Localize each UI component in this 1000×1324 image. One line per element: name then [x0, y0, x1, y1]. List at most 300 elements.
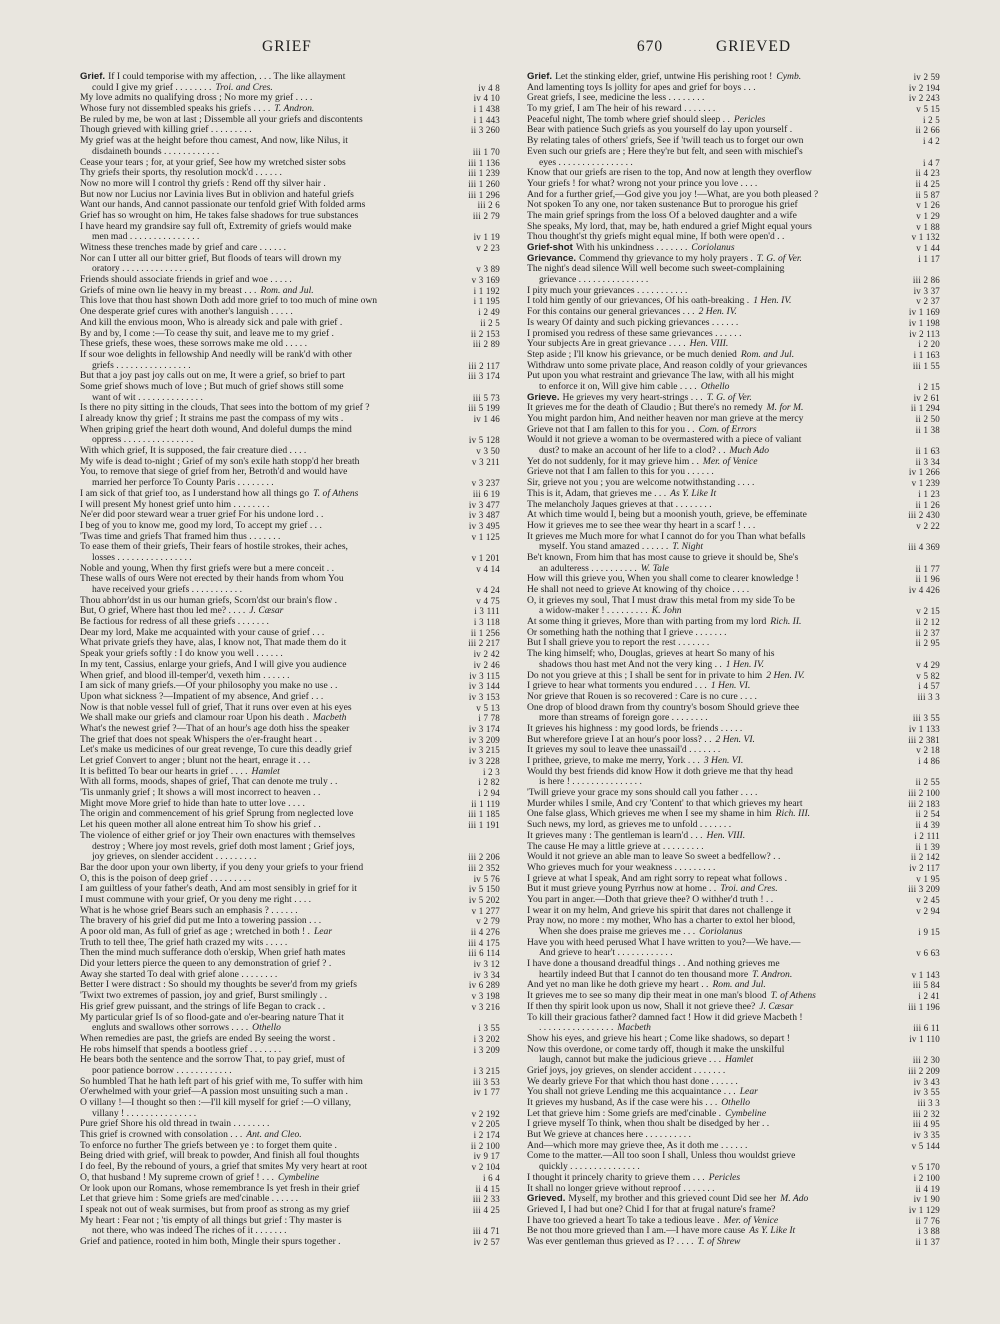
act-scene-line-reference: ii 2 100	[451, 1141, 500, 1152]
quotation-text: Nor grieve that Rouen is so recovered : Care is no cure . . . .	[527, 690, 757, 702]
act-scene-line-reference: ii 1 38	[891, 425, 940, 436]
quotation-text: Come to the matter.—All too soon I shall, Unless thou wouldst grieve	[527, 1150, 796, 1162]
header-right-word: GRIEVED	[716, 38, 792, 55]
quotation-text: And kill the envious moon, Who is already sick and pale with grief .	[80, 316, 343, 328]
quotation-text: griefs . . . . . . . . . . . . . . . .	[92, 359, 191, 371]
quotation-text: The origin and commencement of his grief Sprung from neglected love	[80, 808, 354, 820]
quotation-text: When griping grief the heart doth wound, And doleful dumps the mind	[80, 423, 352, 435]
act-scene-line-reference: iv 3 487	[451, 510, 500, 521]
quotation-text: If sour woe delights in fellowship And needly will be rank'd with other	[80, 348, 352, 360]
quotation-text: Grieve not that I am fallen to this for you . .	[527, 423, 695, 435]
quotation-text: married her perforce To County Paris . . . . . . . .	[92, 477, 274, 489]
act-scene-line-reference: iv 3 209	[451, 735, 500, 746]
quotation-text: To my grief, I am The heir of his reward . . . . . . .	[527, 103, 716, 115]
act-scene-line-reference: v 1 125	[451, 532, 500, 543]
act-scene-line-reference: v 2 18	[891, 745, 940, 756]
quotation-text: Withdraw unto some private place, And reason coldly of your grievances	[527, 359, 808, 371]
quotation-text: quickly . . . . . . . . . . . . . . .	[539, 1161, 640, 1173]
act-scene-line-reference: v 2 23	[451, 243, 500, 254]
act-scene-line-reference: i 1 438	[451, 104, 500, 115]
act-scene-line-reference: i 3 88	[891, 1226, 940, 1237]
act-scene-line-reference: ii 2 142	[891, 852, 940, 863]
act-scene-line-reference: iv 3 477	[451, 500, 500, 511]
act-scene-line-reference: iv 3 215	[451, 745, 500, 756]
quotation-text: I have heard my grandsire say full oft, Extremity of griefs would make	[80, 220, 352, 232]
quotation-text: could I give my grief . . . . . . . .	[92, 81, 212, 93]
quotation-text: I must commune with your grief, Or you deny me right . . . .	[80, 893, 312, 905]
quotation-text: With which grief, It is supposed, the fair creature died . . . .	[80, 445, 307, 457]
quotation-text: Let that grieve him : Some griefs are med'cinable . . . . . .	[80, 1193, 299, 1205]
act-scene-line-reference: iv 2 46	[451, 660, 500, 671]
quotation-text: I grieve myself To think, when thou shalt be disedged by her . .	[527, 1118, 770, 1130]
quotation-text: an adulteress . . . . . . . . . .	[539, 562, 637, 574]
quotation-text: Sir, grieve not you ; you are welcome notwithstanding . . . .	[527, 477, 755, 489]
quotation-text: I grieve at what I speak, And am right sorry to repeat what follows .	[527, 872, 788, 884]
quotation-text: 'Twill grieve your grace my sons should call you father . . . .	[527, 787, 758, 799]
play-title: 1 Hen. IV.	[753, 295, 792, 307]
quotation-text: laugh, cannot but make the judicious grieve . . .	[539, 1054, 721, 1066]
page-number: 670	[636, 38, 664, 55]
quotation-text: The main grief springs from the loss Of a beloved daughter and a wife	[527, 209, 797, 221]
act-scene-line-reference: i 4 2	[891, 136, 940, 147]
act-scene-line-reference: v 4 29	[891, 660, 940, 671]
act-scene-line-reference: iii 2 6	[451, 200, 500, 211]
play-title: M. for M.	[766, 402, 804, 414]
quotation-text: men mad . . . . . . . . . . . . . . .	[92, 231, 200, 243]
act-scene-line-reference: i 6 4	[451, 1173, 500, 1184]
quotation-text: is here ! . . . . . . . . . . . . . . .	[539, 776, 642, 788]
act-scene-line-reference: ii 2 55	[891, 777, 940, 788]
quotation-text: oratory . . . . . . . . . . . . . . .	[92, 263, 192, 275]
act-scene-line-reference: v 4 24	[451, 585, 500, 596]
play-title: Coriolanus	[691, 242, 735, 253]
act-scene-line-reference: iii 2 100	[891, 788, 940, 799]
quotation-text: disdaineth bounds . . . . . . . . . . . .	[92, 145, 220, 157]
quotation-text: It grieves me Much more for what I cannot do for you Than what befalls	[527, 530, 806, 542]
quotation-text: This love that thou hast shown Doth add more grief to too much of mine own	[80, 295, 378, 307]
quotation-text: Upon what sickness ?—Impatient of my absence, And grief . . .	[80, 690, 324, 702]
quotation-text: Now is that noble vessel full of grief, That it runs over even at his eyes	[80, 701, 352, 713]
quotation-text: I thought it princely charity to grieve them . . .	[527, 1171, 705, 1183]
act-scene-line-reference: iii 1 296	[451, 190, 500, 201]
act-scene-line-reference: ii 1 26	[891, 500, 940, 511]
play-title: Mer. of Venice	[702, 455, 758, 467]
act-scene-line-reference: iii 1 70	[451, 147, 500, 158]
act-scene-line-reference: iii 4 25	[451, 1205, 500, 1216]
act-scene-line-reference: v 5 82	[891, 671, 940, 682]
act-scene-line-reference: v 2 205	[451, 1119, 500, 1130]
quotation-text: Would it not grieve an able man to leave So sweet a bedfellow? . .	[527, 851, 781, 863]
quotation-text: Your griefs ! for what? wrong not your prince you love . . . .	[527, 177, 758, 189]
quotation-text: You part in anger.—Doth that grieve thee? O withher'd truth ! . .	[527, 893, 774, 905]
quotation-text: losses . . . . . . . . . . . . . . . .	[92, 551, 192, 563]
act-scene-line-reference: iv 4 426	[891, 585, 940, 596]
act-scene-line-reference: iv 1 266	[891, 467, 940, 478]
quotation-text: He robs himself that spends a bootless grief . . . . . . .	[80, 1043, 282, 1055]
play-title: Pericles	[733, 113, 766, 125]
act-scene-line-reference: iv 1 169	[891, 307, 940, 318]
quotation-text: You might pardon him, And neither heaven nor man grieve at the mercy	[527, 413, 804, 424]
quotation-text: Now no more will I control thy griefs : Rend off thy silver hair .	[80, 177, 326, 189]
quotation-text: have received your griefs . . . . . . . . . . .	[92, 584, 242, 595]
quotation-text: Let the stinking elder, grief, untwine His perishing root !	[555, 72, 773, 82]
quotation-text: Better I were distract : So should my thoughts be sever'd from my griefs	[80, 979, 357, 991]
act-scene-line-reference: v 2 79	[451, 916, 500, 927]
quotation-text: Was ever gentleman thus grieved as I? . . . .	[527, 1235, 694, 1247]
act-scene-line-reference: v 5 144	[891, 1141, 940, 1152]
quotation-text: 'Twixt two extremes of passion, joy and grief, Burst smilingly . .	[80, 990, 328, 1002]
quotation-text: I prithee, grieve, to make me merry, York . . .	[527, 755, 700, 766]
quotation-text: These walls of ours Were not erected by their hands from whom You	[80, 573, 344, 585]
play-title: Lear	[313, 926, 333, 937]
quotation-text: By and by, I come :—To cease thy suit, and leave me to my grief .	[80, 327, 334, 339]
play-title: M. Ado	[780, 1193, 809, 1205]
act-scene-line-reference: iii 1 55	[891, 361, 940, 372]
act-scene-line-reference: ii 3 34	[891, 457, 940, 468]
quotation-text: But wherefore grieve I at an hour's poor loss? . .	[527, 733, 712, 745]
quotation-text: Truth to tell thee, The grief hath crazed my wits . . . . .	[80, 936, 288, 948]
quotation-text: Want our hands, And cannot passionate our tenfold grief With folded arms	[80, 199, 366, 211]
play-title: 2 Hen. IV.	[766, 669, 805, 681]
quotation-text: Whose fury not dissembled speaks his griefs . . . .	[80, 103, 271, 115]
act-scene-line-reference: ii 2 95	[891, 638, 940, 649]
act-scene-line-reference: iii 1 136	[451, 158, 500, 169]
act-scene-line-reference: iv 5 76	[451, 874, 500, 885]
quotation-text: Then the mind much sufferance doth o'erskip, When grief hath mates	[80, 947, 346, 959]
quotation-text: want of wit . . . . . . . . . . . . . .	[92, 391, 203, 403]
act-scene-line-reference: i 1 195	[451, 296, 500, 307]
act-scene-line-reference: iii 2 217	[451, 638, 500, 649]
quotation-text: You, to remove that siege of grief from her, Betroth'd and would have	[80, 466, 348, 478]
quotation-text: Yet do not suddenly, for it may grieve him . .	[527, 455, 699, 467]
act-scene-line-reference: i 3 55	[451, 1023, 500, 1034]
quotation-text: To ease them of their griefs, Their fears of hostile strokes, their aches,	[80, 541, 348, 553]
act-scene-line-reference: ii 2 37	[891, 628, 940, 639]
quotation-text: This is it, Adam, that grieves me . . .	[527, 487, 667, 499]
act-scene-line-reference: ii 2 54	[891, 809, 940, 820]
play-title: W. Tale	[640, 562, 669, 574]
quotation-text: Is there no pity sitting in the clouds, That sees into the bottom of my grief ?	[80, 402, 370, 414]
act-scene-line-reference: iii 2 79	[451, 211, 500, 222]
act-scene-line-reference: iv 3 174	[451, 724, 500, 735]
quotation-text: Now this overdone, or come tardy off, though it make the unskilful	[527, 1043, 785, 1055]
act-scene-line-reference: i 2 5	[891, 115, 940, 126]
act-scene-line-reference: ii 2 12	[891, 617, 940, 628]
quotation-text: I am guiltless of your father's death, And am most sensibly in grief for it	[80, 883, 357, 895]
act-scene-line-reference: v 2 104	[451, 1162, 500, 1173]
right-column	[527, 72, 940, 1312]
headword: Grief-shot	[527, 242, 573, 253]
play-title: Rom. and Jul.	[712, 979, 766, 991]
quotation-text: heartily indeed But that I cannot do ten thousand more	[539, 968, 749, 980]
quotation-text: Grief has so wrought on him, He takes false shadows for true substances	[80, 209, 359, 221]
act-scene-line-reference: v 5 13	[451, 703, 500, 714]
quotation-text: If I could temporise with my affection, . . . The like allayment	[108, 72, 346, 82]
act-scene-line-reference: iii 1 191	[451, 820, 500, 831]
quotation-text: I have too grieved a heart To take a tedious leave .	[527, 1214, 720, 1226]
act-scene-line-reference: v 3 198	[451, 991, 500, 1002]
play-title: Rich. III.	[775, 808, 811, 820]
quotation-text: Being dried with grief, will break to powder, And finish all foul thoughts	[80, 1150, 360, 1162]
quotation-text: He shall not need to grieve At knowing of thy choice . . . .	[527, 584, 750, 595]
quotation-text: Speak your griefs softly : I do know you well . . . . . .	[80, 648, 283, 660]
quotation-text: You shall not grieve Lending me this acquaintance . . .	[527, 1086, 736, 1098]
act-scene-line-reference: iii 3 174	[451, 371, 500, 382]
quotation-text: My grief was at the height before thou camest, And now, like Nilus, it	[80, 135, 348, 147]
quotation-text: For this contains our general grievances . . .	[527, 306, 695, 318]
quotation-text: Nor can I utter all our bitter grief, But floods of tears will drown my	[80, 252, 342, 264]
quotation-text: 'Twas time and griefs That framed him thus . . . . . . .	[80, 530, 281, 542]
act-scene-line-reference: i 3 202	[451, 1034, 500, 1045]
act-scene-line-reference: i 3 118	[451, 617, 500, 628]
quotation-text: Let that grieve him : Some griefs are med'cinable .	[527, 1107, 722, 1119]
quotation-text: I am sick of many griefs.—Of your philosophy you make no use . .	[80, 680, 338, 692]
quotation-text: Grief joys, joy grieves, on slender accident . . . . . . .	[527, 1064, 726, 1076]
act-scene-line-reference: ii 2 50	[891, 414, 940, 425]
act-scene-line-reference: iv 1 90	[891, 1194, 940, 1205]
quotation-text: Or look upon our Romans, whose remembrance Is yet fresh in their grief	[80, 1182, 360, 1194]
quotation-text: Noble and young, When thy first griefs were but a mere conceit . .	[80, 562, 334, 574]
act-scene-line-reference: iii 2 30	[891, 1055, 940, 1066]
play-title: J. Cæsar	[759, 1000, 794, 1012]
act-scene-line-reference: iv 4 8	[451, 83, 500, 94]
quotation-text: At some thing it grieves, More than with parting from my lord	[527, 616, 767, 628]
act-scene-line-reference: iv 2 243	[891, 93, 940, 104]
quotation-text: But I shall grieve you to report the rest . . . . . . .	[527, 637, 710, 649]
quotation-text: Let his queen mother all alone entreat him To show his grief . .	[80, 819, 321, 831]
act-scene-line-reference: iii 4 175	[451, 938, 500, 949]
act-scene-line-reference: v 1 132	[891, 232, 940, 243]
quotation-text: She speaks, My lord, that, may be, hath endured a grief Might equal yours	[527, 220, 812, 232]
quotation-text: My love admits no qualifying dross ; No more my grief . . . .	[80, 92, 313, 104]
header-left-word: GRIEF	[262, 38, 312, 55]
play-title: Cymbeline	[277, 1171, 319, 1183]
act-scene-line-reference: i 2 111	[891, 831, 940, 842]
act-scene-line-reference: iv 3 43	[891, 1077, 940, 1088]
quotation-text: I grieve to hear what torments you endured . . .	[527, 680, 707, 692]
act-scene-line-reference: i 4 7	[891, 158, 940, 169]
quotation-text: to enforce it on, Will give him cable . . . .	[539, 380, 697, 392]
quotation-text: When grief, and blood ill-temper'd, vexeth him . . . . . .	[80, 669, 290, 681]
quotation-text: But, O grief, Where hast thou led me? . . . .	[80, 605, 246, 617]
quotation-text: Do not you grieve at this ; I shall be sent for in private to him	[527, 669, 763, 681]
act-scene-line-reference: iv 2 57	[451, 1237, 500, 1248]
quotation-text: Is weary Of dainty and such picking grievances . . . . . .	[527, 316, 739, 328]
quotation-text: It grieves many : The gentleman is learn'd . . .	[527, 829, 703, 841]
act-scene-line-reference: iv 3 12	[451, 959, 500, 970]
quotation-text: Ne'er did poor steward wear a truer grief For his undone lord . .	[80, 509, 324, 521]
act-scene-line-reference: iv 3 144	[451, 681, 500, 692]
act-scene-line-reference: iii 5 199	[451, 403, 500, 414]
quotation-text: But We grieve at chances here . . . . . . . . . .	[527, 1129, 691, 1141]
entry-line	[80, 1237, 500, 1248]
quotation-text: O, it grieves my soul, That I must draw this metal from my side To be	[527, 594, 795, 606]
quotation-text: And for a further grief,—God give you joy !—What, are you both pleased ?	[527, 188, 819, 200]
columns	[80, 72, 960, 1312]
quotation-text: I pity much your grievances . . . . . . . . . . .	[527, 284, 688, 296]
quotation-text: At which time would I, being but a moonish youth, grieve, be effeminate	[527, 509, 807, 521]
act-scene-line-reference: ii 4 276	[451, 927, 500, 938]
quotation-text: Not spoken To any one, nor taken sustenance But to prorogue his grief	[527, 199, 798, 211]
play-title: Rom. and Jul.	[260, 284, 314, 296]
quotation-text: myself. You stand amazed . . . . . .	[539, 541, 669, 553]
quotation-text: When remedies are past, the griefs are ended By seeing the worst .	[80, 1032, 336, 1044]
quotation-text: He bears both the sentence and the sorrow That, to pay grief, must of	[80, 1054, 345, 1066]
quotation-text: But that a joy past joy calls out on me, It were a grief, so brief to part	[80, 370, 346, 382]
act-scene-line-reference: iii 4 369	[891, 542, 940, 553]
play-title: J. Cæsar	[249, 605, 284, 617]
quotation-text: Peaceful night, The tomb where grief should sleep . .	[527, 113, 730, 125]
quotation-text: Put upon you what restraint and grievance The law, with all his might	[527, 370, 794, 382]
quotation-text: Murder whiles I smile, And cry 'Content' to that which grieves my heart	[527, 797, 803, 809]
act-scene-line-reference: v 5 15	[891, 104, 940, 115]
quotation-text: The bravery of his grief did put me Into a towering passion . . .	[80, 915, 322, 927]
quotation-text: In my tent, Cassius, enlarge your griefs, And I will give you audience	[80, 658, 347, 670]
quotation-text: Bear with patience Such griefs as you yourself do lay upon yourself .	[527, 124, 793, 136]
play-title: 3 Hen. VI.	[703, 755, 744, 766]
quotation-text: more than streams of foreign gore . . . . . . . .	[539, 712, 708, 724]
quotation-text: engluts and swallows other sorrows . . . .	[92, 1022, 249, 1034]
act-scene-line-reference: iii 2 352	[451, 863, 500, 874]
play-title: Mer. of Venice	[723, 1214, 779, 1226]
act-scene-line-reference: i 2 15	[891, 382, 940, 393]
quotation-text: Away she started To deal with grief alone . . . . . . . .	[80, 968, 278, 980]
act-scene-line-reference: v 2 15	[891, 606, 940, 617]
act-scene-line-reference: ii 1 39	[891, 842, 940, 853]
act-scene-line-reference: i 2 174	[451, 1130, 500, 1141]
play-title: Pericles	[708, 1171, 741, 1183]
act-scene-line-reference: i 2 82	[451, 777, 500, 788]
play-title: T. of Athens	[770, 990, 816, 1002]
quotation-text: His grief grew puissant, and the strings of life Began to crack . .	[80, 1000, 326, 1012]
quotation-text: not there, who was indeed The riches of it . . . . . . .	[92, 1225, 287, 1237]
quotation-text: poor patience borrow . . . . . . . . . . . .	[92, 1064, 232, 1076]
act-scene-line-reference: iii 1 239	[451, 168, 500, 179]
quotation-text: To enforce no further The griefs between ye : to forget them quite .	[80, 1139, 337, 1151]
act-scene-line-reference: v 3 89	[451, 264, 500, 275]
quotation-text: O, that husband ! My supreme crown of grief ! . . .	[80, 1171, 274, 1183]
quotation-text: The grief that does not speak Whispers the o'er-fraught heart . .	[80, 733, 322, 745]
quotation-text: Commend thy grievance to my holy prayers .	[579, 252, 753, 264]
play-title: 1 Hen. IV.	[725, 658, 764, 670]
play-title: Hen. VIII.	[706, 829, 746, 841]
quotation-text: Step aside ; I'll know his grievance, or be much denied	[527, 348, 737, 360]
quotation-text: But now nor Lucius nor Lavinia lives But in oblivion and hateful griefs	[80, 188, 354, 200]
act-scene-line-reference: iv 3 35	[891, 1130, 940, 1141]
act-scene-line-reference: iv 3 55	[891, 1087, 940, 1098]
quotation-text: Pure grief Shore his old thread in twain . . . . . . . .	[80, 1118, 270, 1130]
act-scene-line-reference: iv 3 495	[451, 521, 500, 532]
quotation-text: I do feel, By the rebound of yours, a grief that smites My very heart at root	[80, 1161, 368, 1173]
left-column	[80, 72, 500, 1312]
act-scene-line-reference: v 6 63	[891, 948, 940, 959]
act-scene-line-reference: iii 3 55	[891, 713, 940, 724]
play-title: Cymbeline	[725, 1107, 767, 1119]
quotation-text: destroy ; Where joy most revels, grief doth most lament ; Grief joys,	[92, 840, 355, 852]
quotation-text: We shall make our griefs and clamour roar Upon his death .	[80, 712, 309, 724]
act-scene-line-reference: ii 4 39	[891, 820, 940, 831]
act-scene-line-reference: v 1 143	[891, 970, 940, 981]
act-scene-line-reference: iv 1 133	[891, 724, 940, 735]
act-scene-line-reference: iv 1 77	[451, 1087, 500, 1098]
quotation-text: O, this is the poison of deep grief . . . . . . . . .	[80, 872, 252, 884]
act-scene-line-reference: iv 1 198	[891, 318, 940, 329]
play-title: Lear	[739, 1086, 758, 1098]
act-scene-line-reference: i 9 15	[891, 927, 940, 938]
entry-line	[527, 1237, 940, 1248]
act-scene-line-reference: iii 2 117	[451, 361, 500, 372]
act-scene-line-reference: ii 1 256	[451, 628, 500, 639]
play-title: 2 Hen. VI.	[715, 733, 755, 745]
act-scene-line-reference: iv 3 37	[891, 286, 940, 297]
quotation-text: dust? to make an account of her life to a clod? . .	[539, 445, 726, 457]
play-title: Hamlet	[251, 765, 280, 777]
quotation-text: Thou abhorr'dst in us our human griefs, Scorn'dst our brain's flow .	[80, 594, 337, 606]
quotation-text: Though grieved with killing grief . . . . . . . . .	[80, 124, 252, 136]
play-title: Troi. and Cres.	[720, 883, 778, 895]
act-scene-line-reference: iii 2 32	[891, 1109, 940, 1120]
play-title: Hamlet	[724, 1054, 754, 1066]
quotation-text: Grieved I, I had but one? Chid I for that at frugal nature's frame?	[527, 1203, 776, 1215]
play-title: T. G. of Ver.	[756, 252, 802, 264]
play-title: T. Night	[672, 541, 703, 553]
act-scene-line-reference: ii 4 25	[891, 179, 940, 190]
act-scene-line-reference: iii 2 206	[451, 852, 500, 863]
quotation-text: How will this grieve you, When you shall come to clearer knowledge !	[527, 573, 799, 585]
act-scene-line-reference: iv 1 19	[451, 232, 500, 243]
play-title: 2 Hen. IV.	[698, 306, 737, 318]
quotation-text: Even such our griefs are ; Here they're but felt, and seen with mischief's	[527, 145, 803, 157]
act-scene-line-reference: i 7 78	[451, 713, 500, 724]
act-scene-line-reference: iii 2 183	[891, 799, 940, 810]
act-scene-line-reference: iii 3 209	[891, 884, 940, 895]
quotation-text: Cease your tears ; for, at your grief, See how my wretched sister sobs	[80, 156, 346, 168]
quotation-text: Dear my lord, Make me acquainted with your cause of grief . . .	[80, 626, 325, 638]
act-scene-line-reference: ii 1 77	[891, 564, 940, 575]
quotation-text: It grieves my soul to leave thee unassail'd . . . . . . .	[527, 744, 721, 756]
quotation-text: And lamenting toys Is jollity for apes and grief for boys . . .	[527, 81, 756, 93]
act-scene-line-reference: i 1 443	[451, 115, 500, 126]
act-scene-line-reference: v 1 26	[891, 200, 940, 211]
play-title: Cymb.	[776, 72, 802, 82]
quotation-text: Might move More grief to hide than hate to utter love . . . .	[80, 797, 305, 809]
quotation-text: I speak not out of weak surmises, but from proof as strong as my grief	[80, 1203, 350, 1215]
quotation-text: The melancholy Jaques grieves at that . . . . . . . .	[527, 498, 712, 510]
act-scene-line-reference: iv 5 202	[451, 895, 500, 906]
play-title: Rom. and Jul.	[740, 348, 795, 360]
quotation-text: The violence of either grief or joy Their own enactures with themselves	[80, 829, 356, 841]
quotation-text: Bar the door upon your own liberty, if you deny your griefs to your friend	[80, 861, 364, 873]
quotation-text: joy grieves, on slender accident . . . . . . . . .	[92, 851, 257, 863]
quotation-text: It grieves my husband, As if the case were his . . .	[527, 1097, 718, 1108]
act-scene-line-reference: v 3 237	[451, 478, 500, 489]
play-title: Hen. VIII.	[689, 338, 729, 350]
act-scene-line-reference: ii 5 87	[891, 190, 940, 201]
act-scene-line-reference: iv 4 10	[451, 93, 500, 104]
quotation-text: Some grief shows much of love ; But much of grief shows still some	[80, 380, 344, 392]
quotation-text: A poor old man, As full of grief as age ; wretched in both ! .	[80, 926, 310, 937]
act-scene-line-reference: iv 3 228	[451, 756, 500, 767]
quotation-text: Be ruled by me, be won at last ; Dissemble all your griefs and discontents	[80, 113, 363, 125]
quotation-text: 'Tis unmanly grief ; It shows a will most incorrect to heaven . .	[80, 787, 321, 799]
act-scene-line-reference: iii 1 196	[891, 1002, 940, 1013]
act-scene-line-reference: iv 2 194	[891, 83, 940, 94]
quotation-text: Grieve not that I am fallen to this for you . . . . . .	[527, 466, 714, 478]
play-title: As Y. Like It	[670, 487, 717, 499]
quotation-text: How it grieves me to see thee wear thy heart in a scarf ! . . .	[527, 519, 756, 531]
act-scene-line-reference: iii 6 11	[891, 1023, 940, 1034]
quotation-text: Or something hath the nothing that I grieve . . . . . . .	[527, 626, 727, 638]
